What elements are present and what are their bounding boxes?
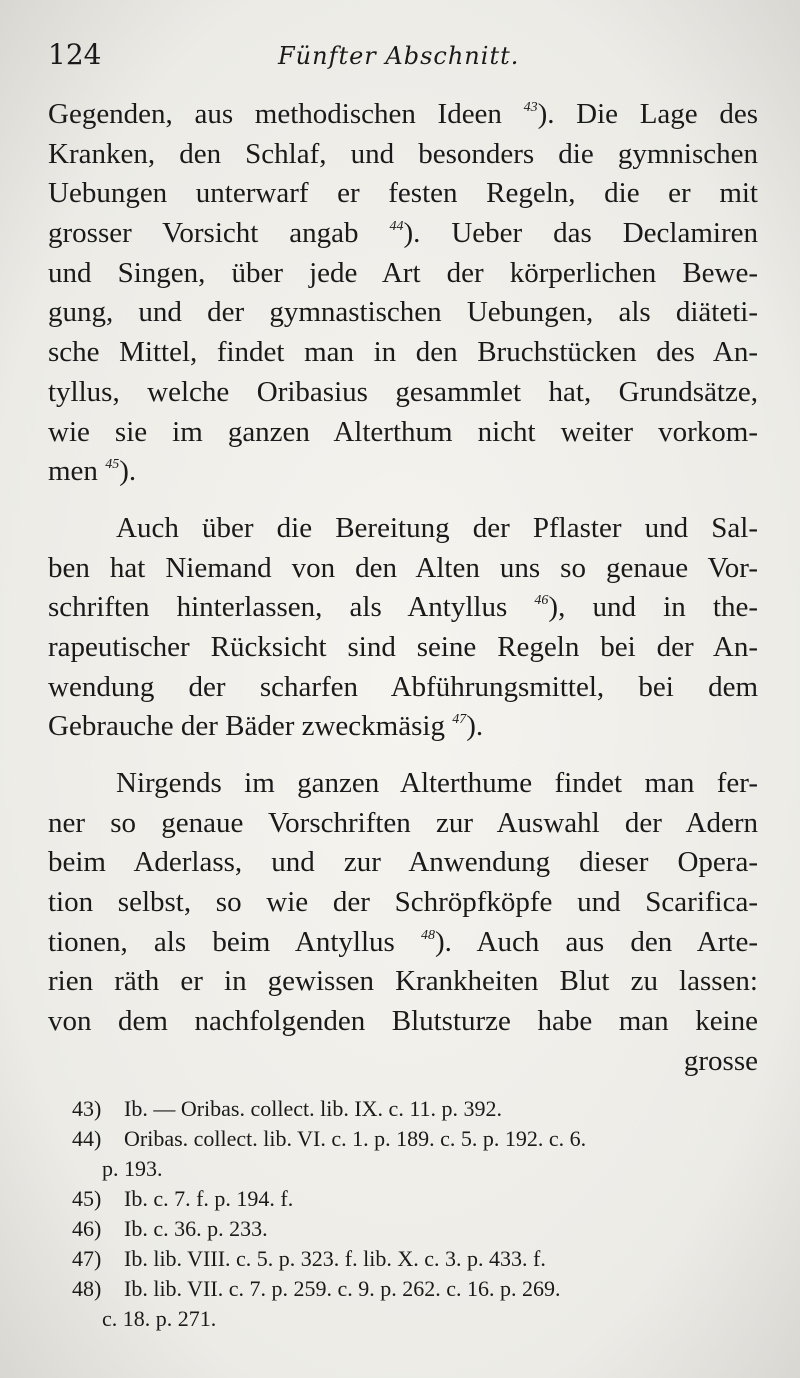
line-text: ). <box>119 455 137 488</box>
footnote-text: Ib. lib. VIII. c. 5. p. 323. f. lib. X. c. 3. p. 433. f. <box>124 1246 546 1271</box>
footnote-number: 47) <box>72 1246 102 1271</box>
footnote <box>72 1094 752 1124</box>
footnote-ref: 44 <box>389 219 404 235</box>
paragraph-gap <box>48 747 758 764</box>
text-line <box>48 843 758 883</box>
text-line <box>48 95 758 135</box>
line-text: ben hat Niemand von den Alten uns so genaue Vor- <box>48 551 758 584</box>
text-line <box>48 254 758 294</box>
footnote-number: 44) <box>72 1126 102 1151</box>
footnote-text: Ib. lib. VII. c. 7. p. 259. c. 9. p. 262. c. 16. p. 269. <box>124 1276 561 1301</box>
text-line <box>48 549 758 589</box>
footnote <box>72 1274 752 1304</box>
text-line <box>48 413 758 453</box>
text-line <box>48 588 758 628</box>
line-text: ). Ueber das Declamiren <box>403 217 758 250</box>
text-line <box>48 883 758 923</box>
footnote-text: Oribas. collect. lib. VI. c. 1. p. 189. c. 5. p. 192. c. 6. <box>124 1126 587 1151</box>
footnote <box>72 1214 752 1244</box>
line-text: tion selbst, so wie der Schröpfköpfe und Scarifica- <box>48 886 758 919</box>
text-line <box>48 174 758 214</box>
line-text: wendung der scharfen Abführungsmittel, bei dem <box>48 670 758 703</box>
line-text: ner so genaue Vorschriften zur Auswahl der Adern <box>48 806 758 839</box>
text-line <box>48 293 758 333</box>
footnote-ref: 43 <box>523 100 538 115</box>
footnote <box>72 1124 752 1154</box>
line-text: rapeutischer Rücksicht sind seine Regeln bei der An- <box>48 630 758 663</box>
footnote-ref: 45 <box>105 457 120 473</box>
footnote-number: 46) <box>72 1216 102 1241</box>
text-line <box>48 509 758 549</box>
text-line <box>48 1042 758 1082</box>
footnote-number: 43) <box>72 1096 102 1121</box>
paragraph <box>48 95 758 492</box>
line-text: rien räth er in gewissen Krankheiten Blut zu lassen: <box>48 965 758 998</box>
paragraph <box>48 764 758 1082</box>
line-text: grosse <box>683 1044 758 1077</box>
running-title: Fünfter Abschnitt. <box>278 42 520 70</box>
page-header <box>48 38 760 78</box>
line-text: grosser Vorsicht angab <box>48 217 390 250</box>
line-text: tyllus, welche Oribasius gesammlet hat, Grundsätze, <box>48 375 758 408</box>
footnote <box>72 1184 752 1214</box>
footnote-text: Ib. — Oribas. collect. lib. IX. c. 11. p. 392. <box>124 1096 502 1121</box>
footnote-text: Ib. c. 36. p. 233. <box>124 1216 268 1241</box>
line-text: ). Die Lage des <box>537 98 758 130</box>
line-text: beim Aderlass, und zur Anwendung dieser Opera- <box>48 846 758 879</box>
text-line <box>48 628 758 668</box>
line-text: sche Mittel, findet man in den Bruchstücken des An- <box>48 336 758 369</box>
line-text: wie sie im ganzen Alterthum nicht weiter vorkom- <box>48 415 758 448</box>
text-line <box>48 668 758 708</box>
line-text: tionen, als beim Antyllus <box>48 925 421 958</box>
text-line <box>48 135 758 175</box>
line-text: ). Auch aus den Arte- <box>435 925 758 958</box>
line-text: schriften hinterlassen, als Antyllus <box>48 591 535 624</box>
footnote-ref: 47 <box>452 712 467 728</box>
text-line <box>48 962 758 1002</box>
line-text: gung, und der gymnastischen Uebungen, als diäteti- <box>48 296 758 329</box>
footnote-number: 48) <box>72 1276 102 1301</box>
text-line <box>48 707 758 747</box>
line-text: Gebrauche der Bäder zweckmäsig <box>48 710 453 743</box>
text-line <box>48 452 758 492</box>
body-text <box>48 95 758 1082</box>
line-text: Uebungen unterwarf er festen Regeln, die er mit <box>48 177 758 210</box>
paragraph <box>48 509 758 747</box>
footnotes <box>72 1094 752 1334</box>
line-text: und Singen, über jede Art der körperlichen Bewe- <box>48 256 758 289</box>
page-number: 124 <box>48 38 102 71</box>
text-line <box>48 373 758 413</box>
line-text: ), und in the- <box>548 591 758 624</box>
paragraph-gap <box>48 492 758 509</box>
line-text: Gegenden, aus methodischen Ideen <box>48 98 524 130</box>
line-text: men <box>48 455 106 488</box>
line-text: Nirgends im ganzen Alterthume findet man fer- <box>116 767 758 799</box>
footnote-continuation: c. 18. p. 271. <box>102 1306 217 1331</box>
text-line <box>48 804 758 844</box>
line-text: Auch über die Bereitung der Pflaster und Sal- <box>116 511 758 544</box>
footnote <box>72 1244 752 1274</box>
line-text: von dem nachfolgenden Blutsturze habe man keine <box>48 1005 758 1038</box>
text-line <box>48 1002 758 1042</box>
footnote-number: 45) <box>72 1186 102 1211</box>
line-text: Kranken, den Schlaf, und besonders die gymnischen <box>48 137 758 170</box>
text-line <box>48 764 758 804</box>
footnote-ref: 48 <box>421 927 435 943</box>
line-text: ). <box>466 710 484 743</box>
text-line <box>48 923 758 963</box>
footnote-continuation: p. 193. <box>102 1156 163 1181</box>
footnote-ref: 46 <box>534 593 549 609</box>
footnote-text: Ib. c. 7. f. p. 194. f. <box>124 1186 294 1211</box>
text-line <box>48 214 758 254</box>
text-line <box>48 333 758 373</box>
